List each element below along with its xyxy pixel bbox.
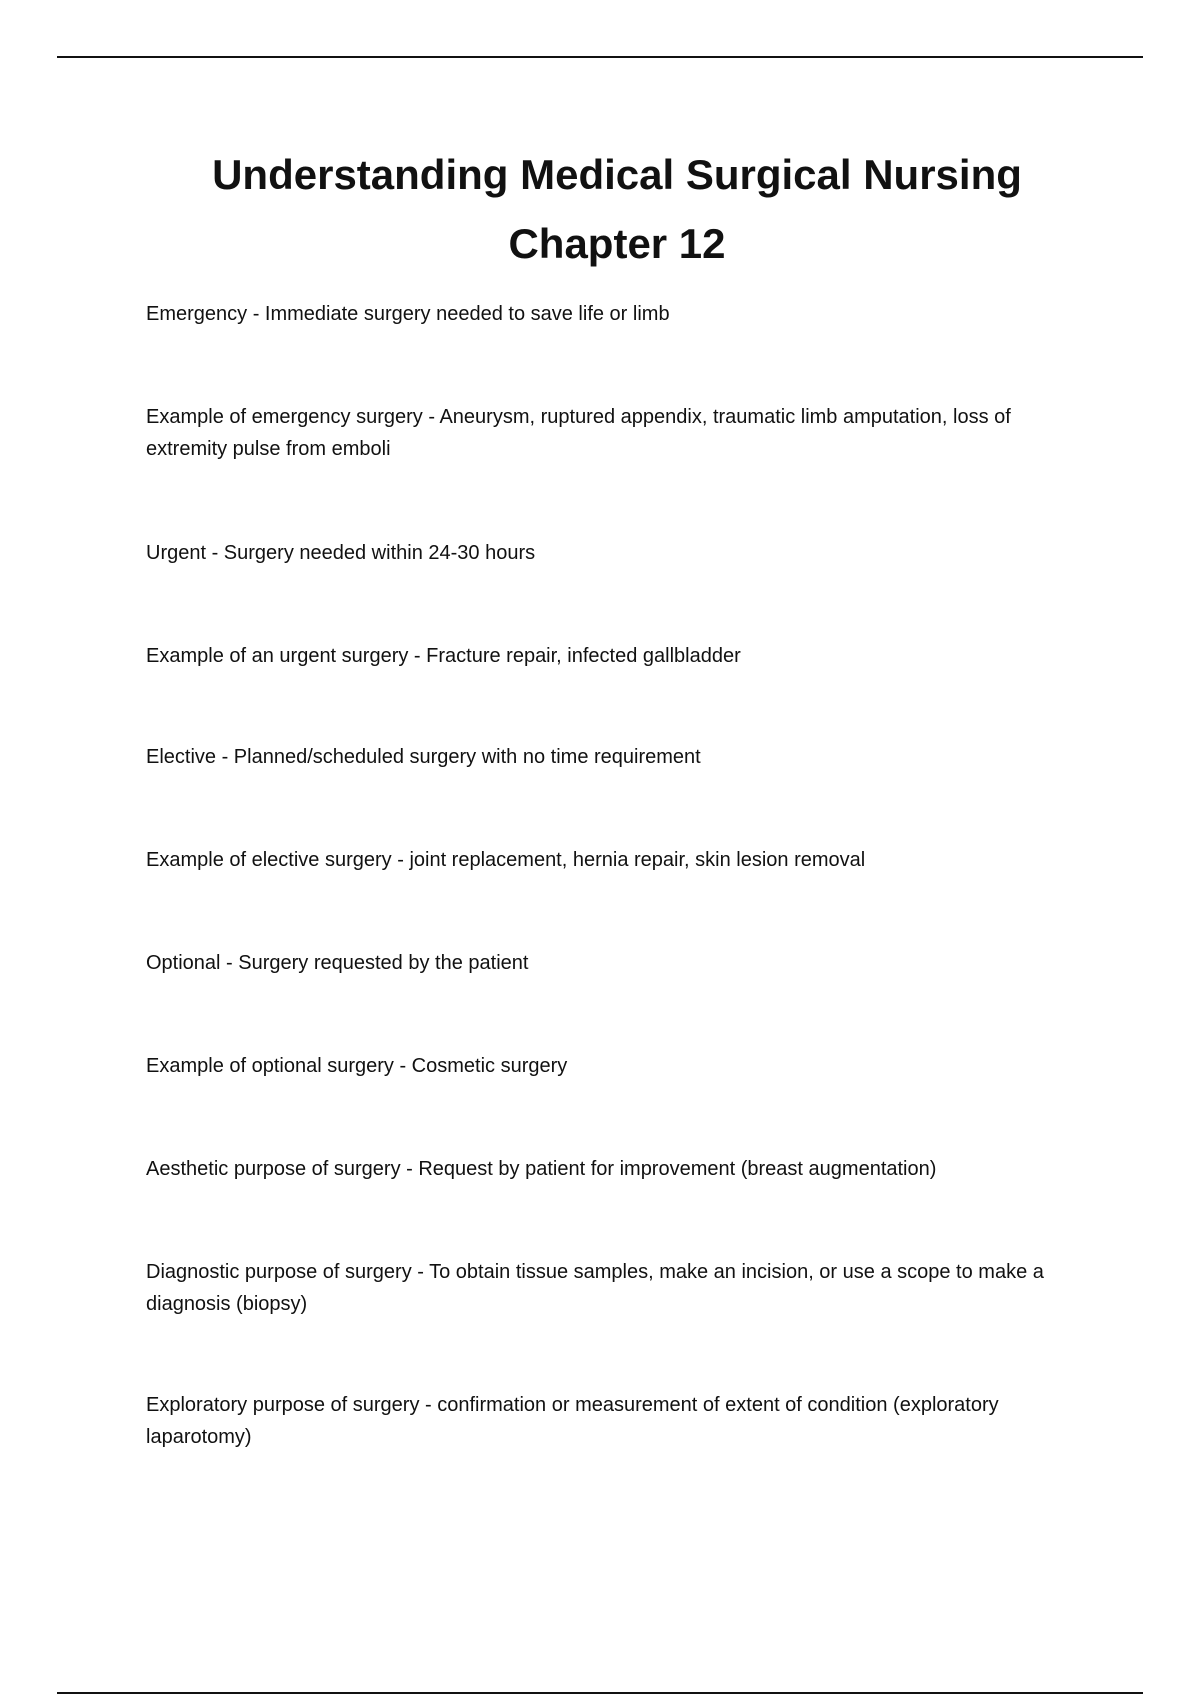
page-title-line-2: Chapter 12	[508, 220, 726, 267]
entry-aesthetic-purpose: Aesthetic purpose of surgery - Request by patient for improvement (breast augmentation)	[146, 1158, 937, 1180]
entry-emergency-example: Example of emergency surgery - Aneurysm, ruptured appendix, traumatic limb amputation, loss of extremity pulse from emboli	[146, 406, 1011, 460]
entry-elective-example: Example of elective surgery - joint replacement, hernia repair, skin lesion removal	[146, 849, 866, 871]
entry-optional: Optional - Surgery requested by the patient	[146, 952, 529, 974]
entry-emergency: Emergency - Immediate surgery needed to save life or limb	[146, 303, 670, 325]
bottom-rule	[57, 1692, 1143, 1694]
entry-urgent: Urgent - Surgery needed within 24-30 hours	[146, 542, 536, 564]
entry-elective: Elective - Planned/scheduled surgery with no time requirement	[146, 746, 701, 768]
entry-optional-example: Example of optional surgery - Cosmetic surgery	[146, 1055, 568, 1077]
entry-diagnostic-purpose: Diagnostic purpose of surgery - To obtain tissue samples, make an incision, or use a scope to make a diagnosis (biopsy)	[146, 1261, 1044, 1315]
entry-urgent-example: Example of an urgent surgery - Fracture repair, infected gallbladder	[146, 645, 741, 667]
page-title-line-1: Understanding Medical Surgical Nursing	[212, 151, 1022, 198]
top-rule	[57, 56, 1143, 58]
entry-exploratory-purpose: Exploratory purpose of surgery - confirmation or measurement of extent of condition (exploratory laparotomy)	[146, 1394, 999, 1448]
